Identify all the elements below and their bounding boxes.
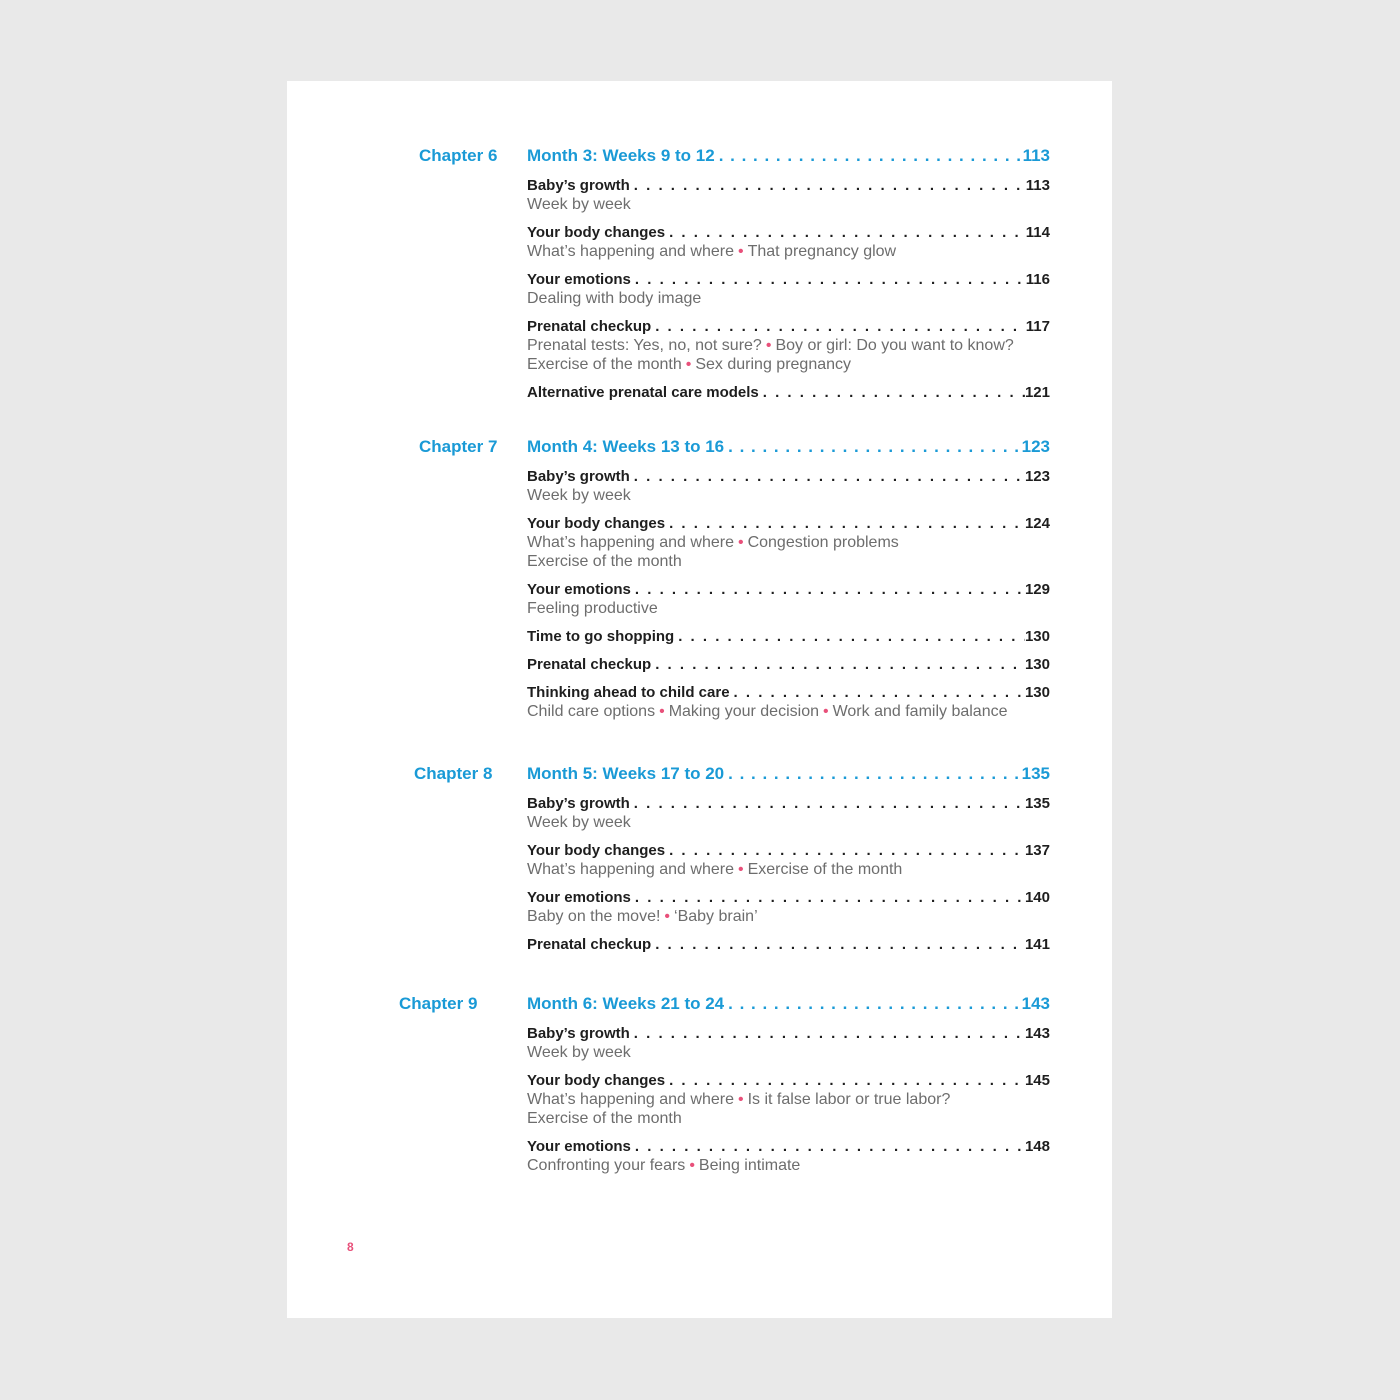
section-heading-page-number: 117 <box>1025 318 1050 335</box>
section-heading[interactable] <box>527 223 1050 242</box>
dot-leader <box>630 794 1025 813</box>
section-heading-page-number: 114 <box>1025 224 1050 241</box>
section-heading-page-number: 130 <box>1024 656 1050 673</box>
section-heading[interactable] <box>527 1071 1050 1090</box>
month-heading-page-number: 113 <box>1022 146 1050 165</box>
subtopic-line <box>527 907 1050 926</box>
subtopic: Exercise of the month <box>747 861 903 878</box>
month-heading[interactable] <box>527 763 1050 785</box>
section-heading[interactable] <box>527 888 1050 907</box>
section-heading-title: Prenatal checkup <box>527 318 652 335</box>
subtopic: Feeling productive <box>527 600 658 617</box>
bullet-separator: • <box>765 337 772 354</box>
bullet-separator: • <box>737 1091 744 1108</box>
toc-entry <box>527 627 1050 646</box>
dot-leader <box>724 763 1021 785</box>
subtopic: Week by week <box>527 814 631 831</box>
month-heading-page-number: 135 <box>1021 764 1050 783</box>
subtopic-line <box>527 702 1050 721</box>
month-heading-title: Month 5: Weeks 17 to 20 <box>527 764 725 783</box>
section-heading-title: Your body changes <box>527 842 666 859</box>
page-number: 8 <box>347 1240 354 1254</box>
toc-entry <box>527 655 1050 674</box>
subtopic: Exercise of the month <box>527 356 682 373</box>
toc-entry <box>527 176 1050 214</box>
subtopic-line <box>527 1156 1050 1175</box>
chapter-contents <box>527 993 1050 1184</box>
dot-leader <box>631 888 1025 907</box>
section-heading-page-number: 129 <box>1024 581 1050 598</box>
section-heading-title: Prenatal checkup <box>527 656 652 673</box>
subtopic-line <box>527 552 1050 571</box>
section-heading-page-number: 121 <box>1024 384 1050 401</box>
subtopic-line <box>527 533 1050 552</box>
book-page <box>287 81 1112 1318</box>
section-heading-title: Baby’s growth <box>527 177 630 194</box>
section-heading[interactable] <box>527 317 1050 336</box>
section-heading-page-number: 135 <box>1024 795 1050 812</box>
section-heading[interactable] <box>527 683 1050 702</box>
section-heading[interactable] <box>527 514 1050 533</box>
bullet-separator: • <box>737 243 744 260</box>
section-heading-page-number: 130 <box>1024 684 1050 701</box>
section-heading-page-number: 116 <box>1025 271 1050 288</box>
section-heading-title: Your body changes <box>527 224 666 241</box>
bullet-separator: • <box>689 1157 695 1174</box>
section-heading-page-number: 145 <box>1024 1072 1050 1089</box>
section-heading-page-number: 143 <box>1024 1025 1050 1042</box>
section-heading-page-number: 123 <box>1024 468 1050 485</box>
section-heading-page-number: 148 <box>1024 1138 1050 1155</box>
toc-entry <box>527 935 1050 954</box>
section-heading-title: Your emotions <box>527 581 631 598</box>
section-heading[interactable] <box>527 467 1050 486</box>
subtopic-line <box>527 599 1050 618</box>
subtopic: Week by week <box>527 196 631 213</box>
toc-entry <box>527 467 1050 505</box>
subtopic: Confronting your fears <box>527 1157 686 1174</box>
subtopic: Exercise of the month <box>527 553 682 570</box>
subtopic: ‘Baby brain’ <box>674 908 758 925</box>
subtopic-line <box>527 1090 1050 1109</box>
section-heading-title: Your body changes <box>527 515 666 532</box>
chapter-contents <box>527 145 1050 411</box>
dot-leader <box>630 176 1026 195</box>
month-heading[interactable] <box>527 436 1050 458</box>
bullet-separator: • <box>659 703 665 720</box>
dot-leader <box>631 270 1026 289</box>
dot-leader <box>665 841 1025 860</box>
month-heading-page-number: 143 <box>1021 994 1050 1013</box>
subtopic-line <box>527 355 1050 374</box>
section-heading-title: Alternative prenatal care models <box>527 384 759 401</box>
subtopic: Exercise of the month <box>527 1110 682 1127</box>
section-heading-title: Your emotions <box>527 271 631 288</box>
subtopic: Is it false labor or true labor? <box>747 1091 951 1108</box>
subtopic: Work and family balance <box>832 703 1008 720</box>
dot-leader <box>759 383 1025 402</box>
section-heading[interactable] <box>527 1024 1050 1043</box>
dot-leader <box>630 1024 1025 1043</box>
section-heading-title: Time to go shopping <box>527 628 675 645</box>
section-heading[interactable] <box>527 935 1050 954</box>
dot-leader <box>631 1137 1025 1156</box>
chapter-label: Chapter 8 <box>414 764 493 783</box>
subtopic: Week by week <box>527 487 631 504</box>
bullet-separator: • <box>664 908 671 925</box>
chapter-contents <box>527 436 1050 730</box>
section-heading-title: Your emotions <box>527 1138 631 1155</box>
dot-leader <box>631 580 1025 599</box>
section-heading-title: Your emotions <box>527 889 631 906</box>
section-heading-title: Baby’s growth <box>527 468 630 485</box>
month-heading-title: Month 6: Weeks 21 to 24 <box>527 994 725 1013</box>
dot-leader <box>651 655 1025 674</box>
section-heading[interactable] <box>527 1137 1050 1156</box>
month-heading[interactable] <box>527 145 1050 167</box>
toc-entry <box>527 223 1050 261</box>
subtopic: Being intimate <box>698 1157 801 1174</box>
month-heading-title: Month 3: Weeks 9 to 12 <box>527 146 715 165</box>
subtopic: That pregnancy glow <box>747 243 897 260</box>
section-heading[interactable] <box>527 270 1050 289</box>
dot-leader <box>665 1071 1025 1090</box>
subtopic: Prenatal tests: Yes, no, not sure? <box>527 337 762 354</box>
section-heading-page-number: 141 <box>1024 936 1050 953</box>
chapter-contents <box>527 763 1050 963</box>
section-heading[interactable] <box>527 627 1050 646</box>
toc-entry <box>527 1071 1050 1128</box>
subtopic: What’s happening and where <box>527 534 734 551</box>
toc-entry <box>527 841 1050 879</box>
section-heading-title: Your body changes <box>527 1072 666 1089</box>
section-heading[interactable] <box>527 794 1050 813</box>
bullet-separator: • <box>685 356 692 373</box>
toc-entry <box>527 794 1050 832</box>
section-heading[interactable] <box>527 841 1050 860</box>
dot-leader <box>715 145 1023 167</box>
toc-entry <box>527 317 1050 374</box>
subtopic: Making your decision <box>668 703 819 720</box>
toc-entry <box>527 1024 1050 1062</box>
toc-entry <box>527 270 1050 308</box>
month-heading-title: Month 4: Weeks 13 to 16 <box>527 437 725 456</box>
bullet-separator: • <box>737 861 744 878</box>
section-heading[interactable] <box>527 580 1050 599</box>
subtopic-line <box>527 813 1050 832</box>
toc-entry <box>527 383 1050 402</box>
toc-entry <box>527 580 1050 618</box>
chapter-label: Chapter 9 <box>399 994 478 1013</box>
subtopic: Child care options <box>527 703 656 720</box>
subtopic-line <box>527 336 1050 355</box>
section-heading-page-number: 113 <box>1025 177 1050 194</box>
month-heading-page-number: 123 <box>1021 437 1050 456</box>
subtopic-line <box>527 1043 1050 1062</box>
dot-leader <box>651 317 1026 336</box>
section-heading-page-number: 140 <box>1024 889 1050 906</box>
dot-leader <box>730 683 1025 702</box>
section-heading[interactable] <box>527 383 1050 402</box>
subtopic: Boy or girl: Do you want to know? <box>775 337 1014 354</box>
section-heading-title: Baby’s growth <box>527 795 630 812</box>
dot-leader <box>724 436 1021 458</box>
bullet-separator: • <box>737 534 744 551</box>
toc-entry <box>527 888 1050 926</box>
dot-leader <box>665 223 1026 242</box>
subtopic-line <box>527 195 1050 214</box>
subtopic: Week by week <box>527 1044 631 1061</box>
dot-leader <box>630 467 1025 486</box>
subtopic: What’s happening and where <box>527 243 734 260</box>
section-heading-page-number: 124 <box>1024 515 1050 532</box>
chapter-label: Chapter 6 <box>419 146 498 165</box>
bullet-separator: • <box>822 703 829 720</box>
section-heading-page-number: 130 <box>1024 628 1050 645</box>
section-heading-title: Prenatal checkup <box>527 936 652 953</box>
subtopic: Sex during pregnancy <box>695 356 852 373</box>
subtopic-line <box>527 486 1050 505</box>
dot-leader <box>665 514 1025 533</box>
section-heading[interactable] <box>527 655 1050 674</box>
section-heading-title: Baby’s growth <box>527 1025 630 1042</box>
chapter-label: Chapter 7 <box>419 437 498 456</box>
dot-leader <box>674 627 1025 646</box>
subtopic-line <box>527 860 1050 879</box>
subtopic-line <box>527 289 1050 308</box>
dot-leader <box>724 993 1021 1015</box>
dot-leader <box>651 935 1025 954</box>
subtopic: Baby on the move! <box>527 908 661 925</box>
subtopic-line <box>527 242 1050 261</box>
section-heading-title: Thinking ahead to child care <box>527 684 730 701</box>
toc-entry <box>527 514 1050 571</box>
subtopic: What’s happening and where <box>527 861 734 878</box>
section-heading-page-number: 137 <box>1024 842 1050 859</box>
subtopic-line <box>527 1109 1050 1128</box>
section-heading[interactable] <box>527 176 1050 195</box>
subtopic: Congestion problems <box>747 534 899 551</box>
month-heading[interactable] <box>527 993 1050 1015</box>
toc-entry <box>527 1137 1050 1175</box>
toc-entry <box>527 683 1050 721</box>
subtopic: What’s happening and where <box>527 1091 734 1108</box>
subtopic: Dealing with body image <box>527 290 702 307</box>
